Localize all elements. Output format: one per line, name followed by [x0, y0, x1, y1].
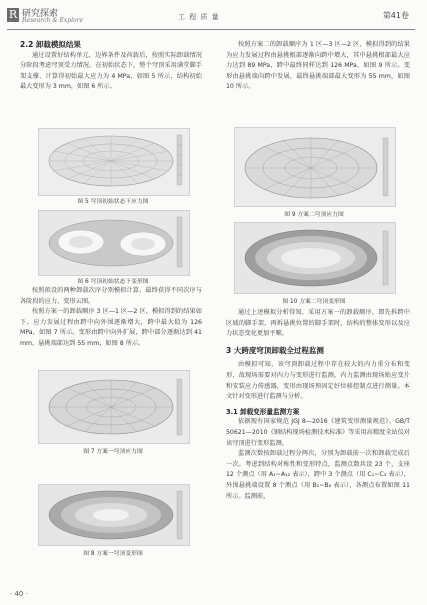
section-3-heading: 3 大跨度穹顶卸载全过程监测: [226, 345, 324, 355]
right-column-top: [226, 40, 410, 93]
figure-5-caption: 图 5 穹顶初始状态下应力图: [77, 199, 149, 205]
page-number: · 40 ·: [10, 590, 28, 598]
dome-stress-mesh-image: [39, 129, 189, 195]
figure-10-scheme-two-deformation: [234, 222, 396, 294]
page-header: [0, 0, 427, 38]
section-3-paragraph: 由模拟可知，该穹顶卸载过程中存在较大的内力重分布和变形，故现场需要对内力与变形进行监测，内力监测由现场贴应变片和安装应力传感器，变形由现场预固定好位移控制点进行测量。本文针对变形进行监测与分析。: [226, 361, 410, 401]
right-column-bottom: [226, 308, 410, 502]
section-2-2-heading: 2.2 卸载模拟结果: [20, 40, 81, 49]
section-3-1-paragraph-monitoring-points: 监测次数按卸载过程分两次，分别为卸载前一次和卸载完成后一次。考虑到结构对称性和变形特点，监测点数共设 23 个，支座 12 个测点（用 A₁~A₁₂ 表示），跨中 3 个测点（用 C₁~C₃ 表示），外围悬挑端设置 8 个测点（用 B₁~B₈ 表示），各测点布置如图 11 所示。监测前，: [226, 450, 410, 500]
scheme-one-deformation-contour-image: [39, 485, 189, 545]
header-rule: [7, 29, 415, 30]
figure-6-caption: 图 6 穹顶初始状态下变形图: [77, 279, 149, 285]
figure-7-scheme-one-stress: [38, 370, 190, 444]
figure-8-scheme-one-deformation: [38, 484, 190, 546]
paragraph-simulation-conclusion: 通过上述模拟分析得知，采用方案一的卸载顺序，即先拆跨中区域的脚手架，再拆悬挑位置的脚手架时，结构的整体变形以及应力状态变化更加平顺。: [226, 309, 410, 338]
figure-9-caption: 图 9 方案二穹顶应力图: [284, 212, 344, 218]
section-title-en: Research & Explore: [22, 17, 84, 24]
paragraph-scheme-one: 按照方案一的卸载顺序 3 区—1 区—2 区，模拟得到的结果如下。应力发展过程由跨中向外围逐渐增大，跨中最大值为 126 MPa，如图 7 所示。变形由跨中向外扩展，跨中部分逐渐达到 41 mm，悬挑端部达到 55 mm，如图 8 所示。: [20, 308, 202, 347]
dome-deformation-contour-image: [39, 211, 189, 275]
figure-5-stress-initial: [38, 128, 190, 196]
section-title-cn: 研究探索: [22, 9, 59, 19]
journal-name: 工 程 质 量: [178, 13, 220, 21]
figure-8-caption: 图 8 方案一穹顶变形图: [83, 551, 143, 557]
section-2-2-paragraph: 通过设置好结构单元、边界条件及荷载后，按照实际卸载情况分阶段考虑穹顶受力情况。在初始状态下，整个穹顶采用满堂脚手架支撑，计算得初始最大应力为 4 MPa，如图 5 所示，结构初始最大变形为 3 mm，如图 6 所示。: [20, 51, 202, 91]
section-3-1-heading: 3.1 卸载变形量监测方案: [226, 407, 300, 416]
figure-7-caption: 图 7 方案一穹顶应力图: [83, 449, 143, 455]
section-3-1-paragraph-standards: 依据现有国家规范 JGJ 8—2016《建筑变形测量规范》、GB/T 50621—2010《钢结构现场检测技术标准》等采用高精度全站仪对该穹顶进行变形监测。: [226, 418, 410, 447]
paragraph-simulation-order: 按照拟设的两种卸载次序分别模拟计算，最终获得不同次序与各阶段的应力、变形云图。: [20, 287, 202, 305]
figure-6-deformation-initial: [38, 210, 190, 276]
volume-number: 第41卷: [382, 11, 409, 20]
paragraph-scheme-two: 按照方案二的卸载顺序为 1 区—3 区—2 区，模拟得到的结果为应力发展过程由悬挑根部逐渐向跨中增大，其中悬挑根部最大应力达到 89 MPa，跨中最终同样达到 126 MPa，如图 9 所示。变形由悬挑端向跨中发展，最终悬挑端部最大变形为 55 mm，如图 10 所示。: [226, 41, 410, 91]
figure-10-caption: 图 10 方案二穹顶变形图: [282, 299, 346, 305]
scheme-two-stress-mesh-image: [235, 128, 395, 206]
scheme-one-stress-mesh-image: [39, 371, 189, 443]
section-logo: R: [8, 8, 18, 21]
scheme-two-deformation-contour-image: [235, 223, 395, 293]
figure-9-scheme-two-stress: [234, 127, 396, 207]
left-column: [20, 40, 202, 93]
left-column-middle: [20, 286, 202, 350]
